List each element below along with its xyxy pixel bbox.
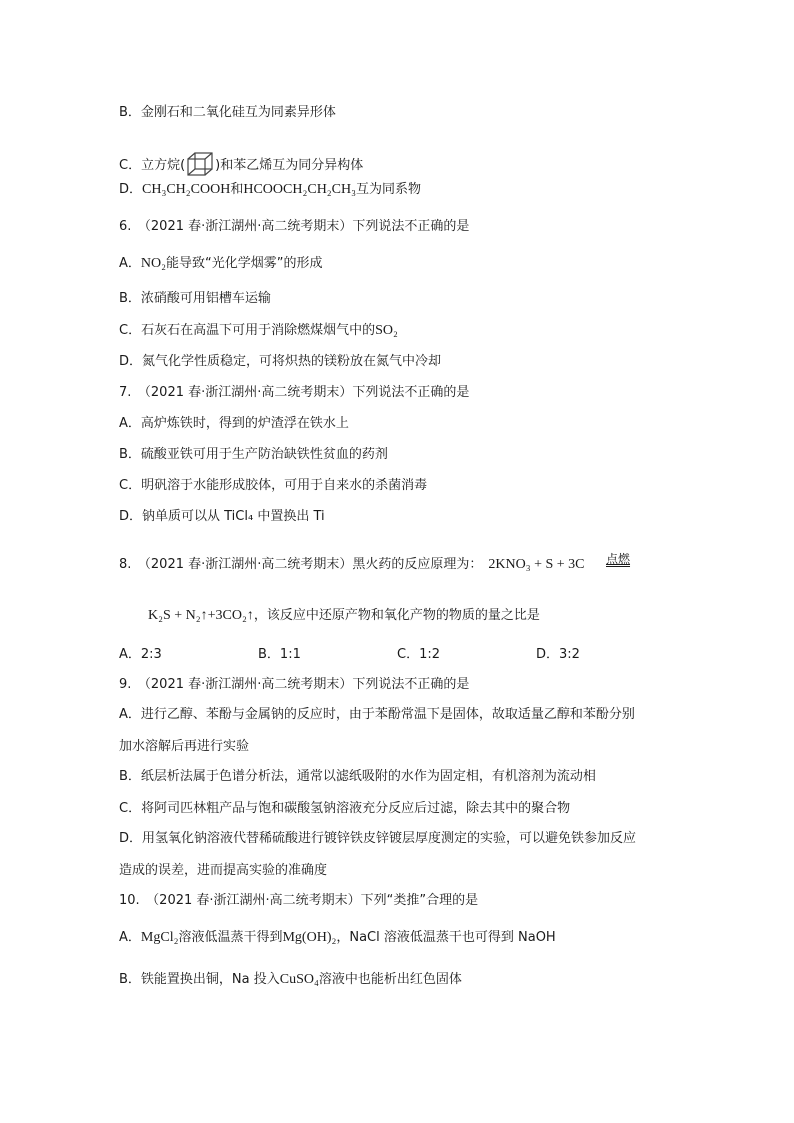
q10-option-b-text1: B．铁能置换出铜，Na 投入 <box>119 972 280 987</box>
q9-stem: 9. （2021 春·浙江湖州·高二统考期末）下列说法不正确的是 <box>119 677 470 692</box>
q8-stem <box>119 556 585 574</box>
q6-option-c <box>119 322 398 340</box>
q8-equation-left: 2KNO₃ + S + 3C <box>488 557 585 572</box>
q5-option-c <box>119 150 363 178</box>
q9-option-a-line2: 加水溶解后再进行实验 <box>119 739 250 754</box>
q5-option-b: B．金刚石和二氧化硅互为同素异形体 <box>119 105 336 120</box>
q10-option-a <box>119 929 556 947</box>
q6-option-d: D．氮气化学性质稳定，可将炽热的镁粉放在氮气中冷却 <box>119 354 442 369</box>
q8-question: ，该反应中还原产物和氧化产物的物质的量之比是 <box>253 608 540 623</box>
q6-option-a-label: A． <box>119 256 141 271</box>
q5-option-c-prefix: C．立方烷( <box>119 158 186 173</box>
q10-option-b <box>119 971 462 989</box>
q5-formula-propanoic-acid: CH₃CH₂COOH <box>142 182 231 197</box>
q9-option-d-line1: D．用氢氧化钠溶液代替稀硫酸进行镀锌铁皮锌镀层厚度测定的实验，可以避免铁参加反应 <box>119 831 637 846</box>
q6-stem: 6. （2021 春·浙江湖州·高二统考期末）下列说法不正确的是 <box>119 219 470 234</box>
q10-option-b-text2: 溶液中也能析出红色固体 <box>318 972 462 987</box>
q8-reaction-condition: 点燃 <box>606 552 631 566</box>
q7-option-d: D．钠单质可以从 TiCl₄ 中置换出 Ti <box>119 509 325 524</box>
q5-option-d <box>119 181 421 199</box>
q10-option-a-label: A． <box>119 930 141 945</box>
q5-option-d-and: 和 <box>230 182 244 197</box>
q8-option-b: B．1:1 <box>258 647 301 662</box>
q8-option-c: C．1:2 <box>397 647 440 662</box>
q8-equation-right: K₂S + N₂↑+3CO₂↑ <box>148 608 254 623</box>
q8-stem-text: 8. （2021 春·浙江湖州·高二统考期末）黑火药的反应原理为： <box>119 557 483 572</box>
q7-option-b: B．硫酸亚铁可用于生产防治缺铁性贫血的药剂 <box>119 447 388 462</box>
q5-option-d-label: D． <box>119 182 143 197</box>
q5-formula-propyl-formate: HCOOCH₂CH₂CH₃ <box>243 182 357 197</box>
q5-option-d-suffix: 互为同系物 <box>356 182 422 197</box>
q8-equation-line <box>148 607 540 625</box>
cubane-structure-icon <box>185 150 215 178</box>
q6-option-c-text: C．石灰石在高温下可用于消除燃煤烟气中的 <box>119 323 376 338</box>
q7-option-c: C．明矾溶于水能形成胶体，可用于自来水的杀菌消毒 <box>119 478 428 493</box>
q5-option-c-suffix: )和苯乙烯互为同分异构体 <box>215 158 364 173</box>
q10-option-a-text1: 溶液低温蒸干得到 <box>178 930 283 945</box>
q9-option-a-line1: A．进行乙醇、苯酚与金属钠的反应时，由于苯酚常温下是固体，故取适量乙醇和苯酚分别 <box>119 707 635 722</box>
q10-formula-mgcl2: MgCl₂ <box>140 930 179 945</box>
q8-option-a: A．2:3 <box>119 647 162 662</box>
q6-option-a-text: 能导致“光化学烟雾”的形成 <box>166 256 323 271</box>
q10-formula-cuso4: CuSO₄ <box>279 972 319 987</box>
q7-stem: 7. （2021 春·浙江湖州·高二统考期末）下列说法不正确的是 <box>119 385 470 400</box>
q9-option-c: C．将阿司匹林粗产品与饱和碳酸氢钠溶液充分反应后过滤，除去其中的聚合物 <box>119 801 571 816</box>
q9-option-d-line2: 造成的误差，进而提高实验的准确度 <box>119 863 328 878</box>
q6-option-b: B．浓硝酸可用铝槽车运输 <box>119 291 271 306</box>
q6-formula-so2: SO₂ <box>375 323 398 338</box>
q8-option-d: D．3:2 <box>536 647 580 662</box>
q6-option-a <box>119 255 323 273</box>
q9-option-b: B．纸层析法属于色谱分析法，通常以滤纸吸附的水作为固定相，有机溶剂为流动相 <box>119 769 596 784</box>
q6-formula-no2: NO₂ <box>140 256 167 271</box>
q10-option-a-text2: ，NaCl 溶液低温蒸干也可得到 NaOH <box>336 930 556 945</box>
q7-option-a: A．高炉炼铁时，得到的炉渣浮在铁水上 <box>119 416 349 431</box>
q10-formula-mgoh2: Mg(OH)₂ <box>282 930 337 945</box>
q10-stem: 10. （2021 春·浙江湖州·高二统考期末）下列“类推”合理的是 <box>119 893 479 908</box>
